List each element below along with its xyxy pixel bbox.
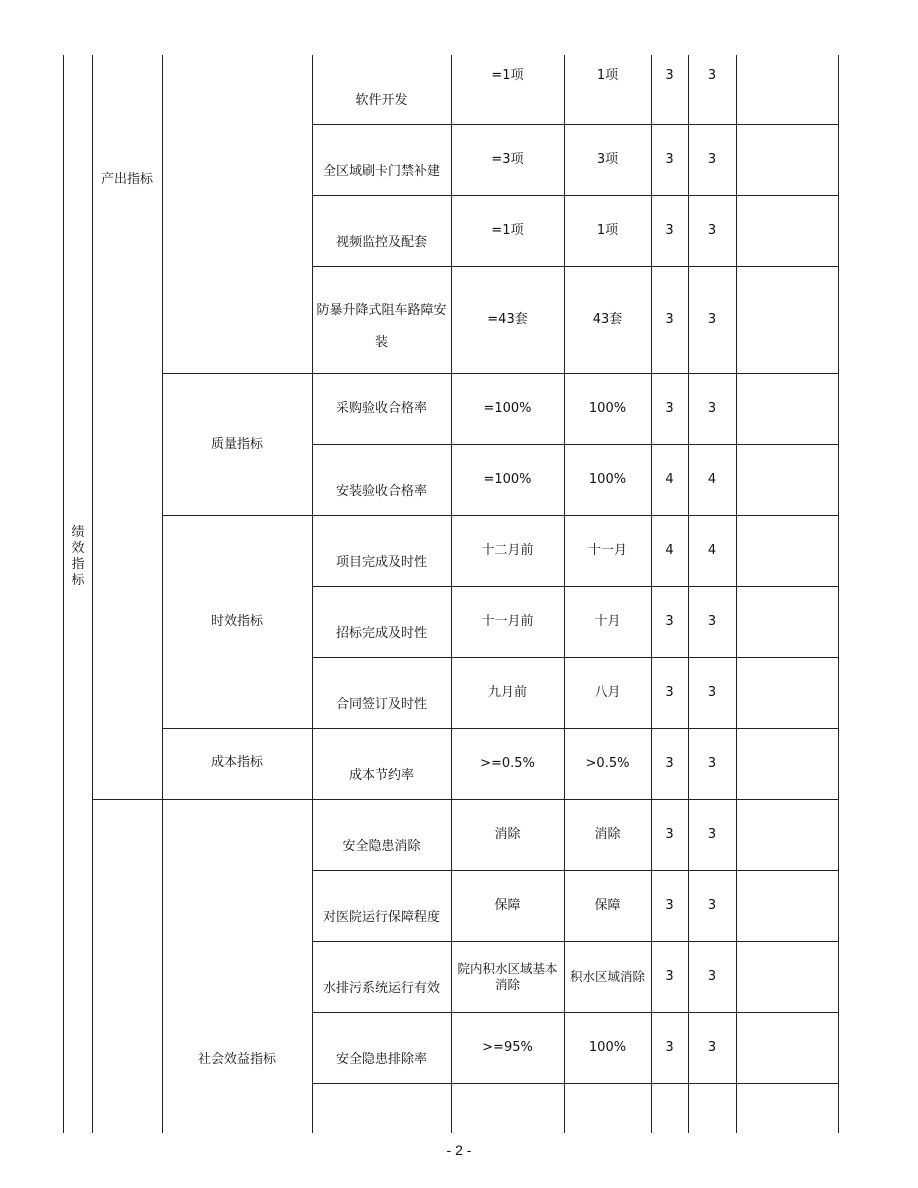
target-cell: 九月前 [487,684,527,700]
actual-cell: 3项 [596,151,619,167]
indicator-cell: 安全隐患排除率 [335,1052,427,1067]
score-cell: 4 [707,542,717,558]
actual-cell: 保障 [594,897,621,913]
score-cell: 3 [707,684,717,700]
target-cell: =100% [483,471,532,487]
target-cell: 保障 [494,897,521,913]
actual-cell: 十月 [594,613,621,629]
score-cell: 3 [707,897,717,913]
actual-cell: 100% [588,471,627,487]
weight-cell: 3 [665,68,674,83]
indicator-cell: 软件开发 [355,93,408,108]
actual-cell: 消除 [594,826,621,842]
target-cell: >=95% [482,1039,533,1055]
score-cell: 3 [707,613,717,629]
score-cell: 3 [707,1039,717,1055]
level1-label: 绩 效 指 标 [71,525,85,588]
indicator-cell: 水排污系统运行有效 [322,981,440,996]
actual-cell: 十一月 [587,542,627,558]
indicator-cell: 全区域刷卡门禁补建 [322,164,440,179]
actual-cell: 八月 [594,684,621,700]
grid-line [838,55,839,1133]
target-cell: 院内积水区域基本 消除 [457,960,558,992]
level2-output-label: 产出指标 [100,172,153,187]
score-cell: 3 [707,400,717,416]
target-cell: >=0.5% [480,755,535,771]
actual-cell: 100% [588,400,627,416]
indicator-cell: 招标完成及时性 [335,626,427,641]
actual-cell: >0.5% [585,755,630,771]
target-cell: 消除 [494,826,521,842]
level3-social-label: 社会效益指标 [197,1052,276,1067]
weight-cell: 3 [665,1039,674,1055]
score-cell: 3 [707,755,717,771]
level3-cost-label: 成本指标 [210,755,263,770]
indicator-cell: 防暴升降式阻车路障安 装 [316,303,447,350]
weight-cell: 3 [665,684,674,700]
score-cell: 4 [707,471,717,487]
weight-cell: 3 [665,897,674,913]
weight-cell: 3 [665,613,674,629]
target-cell: =100% [483,400,532,416]
weight-cell: 3 [665,400,674,416]
target-cell: =3项 [491,151,524,167]
score-cell: 3 [707,68,717,83]
indicator-cell: 合同签订及时性 [335,697,427,712]
score-cell: 3 [707,968,717,984]
score-cell: 3 [707,311,717,327]
indicator-cell: 对医院运行保障程度 [322,910,440,925]
weight-cell: 3 [665,151,674,167]
actual-cell: 43套 [592,311,623,327]
weight-cell: 3 [665,968,674,984]
weight-cell: 3 [665,826,674,842]
grid-line [312,1083,839,1084]
level3-timeliness-label: 时效指标 [210,614,263,629]
actual-cell: 积水区域消除 [569,968,645,984]
grid-line [162,55,163,1133]
page-number: - 2 - [446,1142,472,1158]
indicator-cell: 视频监控及配套 [335,235,427,250]
weight-cell: 3 [665,222,674,238]
weight-cell: 3 [665,755,674,771]
indicator-cell: 成本节约率 [348,768,414,783]
indicator-cell: 安全隐患消除 [342,839,421,854]
actual-cell: 1项 [596,68,619,83]
indicator-cell: 采购验收合格率 [335,400,427,416]
score-cell: 3 [707,826,717,842]
weight-cell: 4 [665,542,674,558]
weight-cell: 4 [665,471,674,487]
target-cell: =43套 [487,311,528,327]
target-cell: 十一月前 [481,613,534,629]
indicator-cell: 安装验收合格率 [335,484,427,499]
level3-quality-label: 质量指标 [210,437,263,452]
target-cell: =1项 [491,222,524,238]
target-cell: 十二月前 [481,542,534,558]
grid-line [736,55,737,1133]
actual-cell: 100% [588,1039,627,1055]
target-cell: =1项 [491,68,524,83]
score-cell: 3 [707,222,717,238]
indicator-cell: 项目完成及时性 [335,555,427,570]
weight-cell: 3 [665,311,674,327]
grid-line [92,55,93,1133]
score-cell: 3 [707,151,717,167]
actual-cell: 1项 [596,222,619,238]
